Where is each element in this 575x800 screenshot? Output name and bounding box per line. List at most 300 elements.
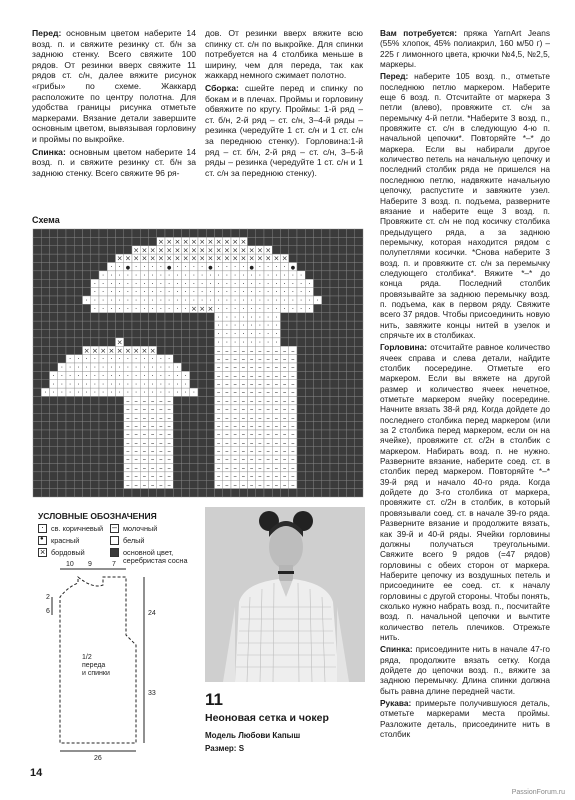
chart-symbol: · (85, 388, 88, 397)
chart-cell (198, 321, 206, 329)
chart-cell (74, 397, 82, 405)
chart-cell (355, 472, 363, 480)
chart-cell (91, 405, 99, 413)
chart-symbol: – (249, 371, 254, 380)
chart-cell (190, 464, 198, 472)
chart-cell (50, 246, 58, 254)
chart-symbol: · (234, 321, 237, 330)
chart-cell (91, 472, 99, 480)
chart-symbol: – (282, 363, 287, 372)
chart-cell (305, 422, 313, 430)
chart-cell (322, 271, 330, 279)
chart-cell (58, 313, 66, 321)
chart-cell (239, 489, 247, 497)
chart-symbol: – (142, 480, 147, 489)
chart-cell (305, 397, 313, 405)
chart-symbol: · (242, 263, 245, 272)
chart-symbol: × (265, 246, 272, 255)
chart-symbol: · (126, 288, 129, 297)
chart-symbol: – (233, 464, 237, 473)
jacquard-chart (33, 229, 363, 497)
chart-cell (330, 338, 338, 346)
chart-cell (50, 430, 58, 438)
chart-symbol: · (126, 355, 129, 364)
chart-symbol: · (135, 304, 138, 313)
chart-cell (116, 447, 124, 455)
chart-symbol: × (133, 246, 140, 255)
chart-cell (355, 438, 363, 446)
chart-cell (322, 480, 330, 488)
chart-cell (190, 405, 198, 413)
chart-cell (239, 229, 247, 237)
chart-symbol: ● (208, 265, 213, 272)
chart-cell (198, 422, 206, 430)
chart-cell (74, 489, 82, 497)
chart-symbol: – (225, 438, 229, 447)
chart-cell (347, 472, 355, 480)
chart-cell (58, 397, 66, 405)
chart-symbol: – (258, 464, 262, 473)
chart-symbol: – (159, 480, 163, 489)
chart-symbol: × (240, 254, 247, 263)
chart-symbol: – (249, 447, 254, 456)
chart-symbol: – (241, 447, 246, 456)
chart-cell (347, 447, 355, 455)
chart-cell (116, 430, 124, 438)
chart-symbol: · (176, 304, 179, 313)
chart-symbol: · (135, 380, 138, 389)
chart-symbol: – (241, 371, 246, 380)
chart-cell (107, 480, 115, 488)
chart-cell (355, 246, 363, 254)
chart-cell (124, 237, 132, 245)
chart-symbol: · (102, 380, 105, 389)
chart-symbol: · (300, 279, 303, 288)
chart-cell (355, 380, 363, 388)
chart-symbol: – (241, 480, 246, 489)
chart-symbol: · (201, 263, 204, 272)
chart-cell (322, 304, 330, 312)
chart-symbol: · (267, 288, 270, 297)
chart-cell (281, 330, 289, 338)
chart-cell (107, 464, 115, 472)
chart-cell (338, 464, 346, 472)
chart-cell (91, 338, 99, 346)
chart-cell (190, 472, 198, 480)
back-text: основным цветом наберите 14 возд. п. и свяжите резинку ст. б/н за заднюю стенку. Всего свяжите 96 ря- (32, 146, 196, 178)
chart-cell (50, 254, 58, 262)
chart-cell (248, 229, 256, 237)
chart-symbol: × (223, 246, 230, 255)
chart-cell (314, 346, 322, 354)
chart-symbol: – (274, 355, 279, 364)
chart-symbol: · (77, 355, 80, 364)
chart-cell (41, 229, 49, 237)
chart-symbol: · (201, 296, 204, 305)
chart-cell (305, 480, 313, 488)
chart-symbol: · (192, 288, 195, 297)
chart-cell (58, 304, 66, 312)
chart-cell (83, 472, 91, 480)
chart-symbol: × (166, 237, 173, 246)
chart-cell (256, 237, 264, 245)
chart-symbol: – (282, 464, 287, 473)
chart-cell (149, 237, 157, 245)
chart-cell (173, 430, 181, 438)
chart-symbol: – (249, 363, 254, 372)
chart-cell (41, 330, 49, 338)
chart-cell (33, 371, 41, 379)
chart-symbol: – (258, 405, 262, 414)
chart-symbol: – (249, 405, 254, 414)
chart-cell (190, 330, 198, 338)
chart-cell (305, 464, 313, 472)
chart-symbol: · (192, 388, 195, 397)
chart-symbol: – (233, 397, 237, 406)
chart-cell (41, 422, 49, 430)
chart-cell (99, 330, 107, 338)
chart-symbol: – (126, 455, 130, 464)
chart-cell (190, 229, 198, 237)
chart-symbol: ● (125, 265, 131, 272)
chart-symbol: · (85, 363, 88, 372)
chart-symbol: · (102, 279, 105, 288)
chart-symbol: – (282, 455, 287, 464)
chart-cell (33, 472, 41, 480)
chart-symbol: – (241, 355, 246, 364)
chart-cell (182, 229, 190, 237)
chart-cell (330, 263, 338, 271)
chart-cell (182, 330, 190, 338)
chart-symbol: – (266, 388, 270, 397)
chart-symbol: – (225, 371, 229, 380)
chart-cell (99, 254, 107, 262)
chart-cell (297, 237, 305, 245)
chart-cell (83, 489, 91, 497)
chart-cell (74, 229, 82, 237)
chart-cell (355, 422, 363, 430)
chart-cell (347, 480, 355, 488)
chart-cell (190, 321, 198, 329)
chart-cell (50, 438, 58, 446)
chart-symbol: · (93, 355, 96, 364)
chart-cell (83, 447, 91, 455)
chart-cell (347, 380, 355, 388)
chart-symbol: × (256, 246, 263, 255)
chart-cell (322, 237, 330, 245)
chart-cell (58, 430, 66, 438)
chart-cell (347, 363, 355, 371)
chart-symbol: – (282, 405, 287, 414)
chart-cell (50, 363, 58, 371)
chart-cell (91, 229, 99, 237)
chart-symbol: · (143, 363, 146, 372)
chart-symbol: – (274, 472, 279, 481)
chart-symbol: – (282, 397, 287, 406)
chart-symbol: · (250, 321, 253, 330)
chart-symbol: – (126, 430, 130, 439)
chart-cell (83, 229, 91, 237)
chart-symbol: × (116, 346, 123, 355)
chart-cell (248, 237, 256, 245)
chart-symbol: · (225, 313, 228, 322)
chart-symbol: · (267, 304, 270, 313)
chart-cell (272, 246, 280, 254)
chart-cell (305, 229, 313, 237)
chart-cell (41, 254, 49, 262)
chart-cell (206, 472, 214, 480)
chart-cell (182, 489, 190, 497)
chart-cell (107, 254, 115, 262)
chart-symbol: – (258, 422, 262, 431)
chart-cell (149, 321, 157, 329)
pattern-caption-3: и спинки (82, 670, 110, 677)
chart-symbol: – (291, 455, 295, 464)
chart-symbol: · (151, 371, 154, 380)
chart-cell (338, 296, 346, 304)
chart-cell (41, 321, 49, 329)
chart-symbol: – (233, 430, 237, 439)
chart-cell (190, 422, 198, 430)
chart-symbol: – (266, 447, 270, 456)
chart-symbol: – (167, 464, 171, 473)
chart-symbol: × (190, 304, 197, 313)
chart-cell (322, 413, 330, 421)
chart-cell (74, 279, 82, 287)
chart-cell (58, 263, 66, 271)
chart-cell (116, 237, 124, 245)
chart-symbol: × (166, 246, 173, 255)
chart-cell (338, 405, 346, 413)
chart-cell (50, 321, 58, 329)
chart-symbol: – (233, 405, 237, 414)
chart-cell (50, 304, 58, 312)
chart-cell (322, 405, 330, 413)
chart-cell (50, 480, 58, 488)
chart-symbol: · (316, 296, 319, 305)
chart-symbol: · (126, 296, 129, 305)
chart-cell (50, 413, 58, 421)
chart-cell (355, 447, 363, 455)
chart-cell (66, 254, 74, 262)
chart-cell (83, 455, 91, 463)
chart-cell (338, 363, 346, 371)
chart-cell (173, 397, 181, 405)
chart-cell (41, 405, 49, 413)
chart-symbol: · (275, 313, 278, 322)
chart-symbol: – (167, 397, 171, 406)
legend-swatch-burgundy: × (40, 547, 46, 557)
chart-cell (107, 237, 115, 245)
chart-cell (165, 330, 173, 338)
chart-symbol: – (258, 480, 262, 489)
chart-cell (66, 346, 74, 354)
chart-symbol: – (266, 464, 270, 473)
chart-symbol: – (241, 430, 246, 439)
site-watermark: PassionForum.ru (511, 789, 565, 796)
chart-cell (74, 472, 82, 480)
chart-cell (50, 489, 58, 497)
chart-cell (107, 413, 115, 421)
chart-symbol: · (234, 313, 237, 322)
chart-symbol: · (93, 279, 96, 288)
chart-symbol: – (167, 447, 171, 456)
chart-cell (116, 472, 124, 480)
chart-cell (66, 304, 74, 312)
chart-symbol: – (167, 480, 171, 489)
chart-cell (322, 430, 330, 438)
chart-symbol: · (217, 271, 220, 280)
chart-cell (173, 321, 181, 329)
chart-symbol: × (240, 237, 247, 246)
chart-symbol: · (159, 380, 162, 389)
chart-cell (58, 472, 66, 480)
chart-cell (74, 263, 82, 271)
chart-cell (330, 279, 338, 287)
chart-cell (165, 229, 173, 237)
chart-cell (58, 246, 66, 254)
chart-symbol: – (134, 480, 138, 489)
chart-cell (83, 397, 91, 405)
chart-symbol: × (174, 246, 181, 255)
chart-cell (355, 263, 363, 271)
chart-symbol: × (232, 246, 239, 255)
chart-symbol: · (217, 338, 220, 347)
chart-cell (355, 489, 363, 497)
chart-symbol: · (242, 288, 245, 297)
chart-symbol: · (143, 263, 146, 272)
chart-cell (206, 464, 214, 472)
model-author: Модель Любови Капыш (205, 731, 301, 740)
chart-cell (198, 346, 206, 354)
chart-cell (58, 489, 66, 497)
chart-symbol: – (150, 455, 155, 464)
chart-cell (41, 371, 49, 379)
chart-cell (41, 237, 49, 245)
chart-symbol: · (110, 371, 113, 380)
chart-cell (281, 229, 289, 237)
chart-cell (198, 480, 206, 488)
chart-symbol: – (274, 397, 279, 406)
chart-cell (124, 489, 132, 497)
chart-symbol: – (142, 422, 147, 431)
chart-cell (198, 338, 206, 346)
chart-cell (231, 489, 239, 497)
chart-cell (338, 313, 346, 321)
chart-cell (190, 363, 198, 371)
chart-cell (330, 296, 338, 304)
chart-symbol: – (291, 405, 295, 414)
legend-title: УСЛОВНЫЕ ОБОЗНАЧЕНИЯ (38, 511, 157, 521)
chart-symbol: – (150, 397, 155, 406)
chart-cell (116, 464, 124, 472)
chart-cell (66, 321, 74, 329)
chart-symbol: · (102, 371, 105, 380)
pattern-caption-2: переда (82, 662, 106, 669)
chart-cell (33, 405, 41, 413)
chart-cell (83, 263, 91, 271)
sleeve-heading: Рукава: (380, 698, 412, 708)
chart-cell (305, 363, 313, 371)
chart-symbol: – (167, 455, 171, 464)
chart-symbol: – (142, 438, 147, 447)
chart-cell (33, 321, 41, 329)
chart-cell (289, 330, 297, 338)
chart-symbol: – (225, 388, 229, 397)
chart-cell (314, 397, 322, 405)
chart-cell (58, 447, 66, 455)
chart-cell (74, 304, 82, 312)
chart-cell (41, 380, 49, 388)
chart-cell (338, 254, 346, 262)
chart-cell (338, 355, 346, 363)
chart-symbol: · (110, 380, 113, 389)
chart-cell (33, 330, 41, 338)
chart-cell (206, 413, 214, 421)
chart-symbol: – (225, 413, 229, 422)
chart-cell (91, 489, 99, 497)
dim-top-3: 7 (112, 561, 116, 568)
chart-cell (264, 229, 272, 237)
chart-cell (338, 246, 346, 254)
chart-cell (83, 304, 91, 312)
chart-cell (330, 489, 338, 497)
chart-symbol: · (159, 304, 162, 313)
chart-symbol: × (190, 237, 197, 246)
chart-symbol: · (267, 263, 270, 272)
chart-symbol: · (151, 288, 154, 297)
chart-cell (297, 438, 305, 446)
chart-symbol: – (282, 380, 287, 389)
chart-cell (99, 229, 107, 237)
chart-cell (281, 321, 289, 329)
chart-symbol: – (225, 355, 229, 364)
chart-symbol: · (176, 363, 179, 372)
chart-cell (74, 313, 82, 321)
chart-symbol: · (258, 279, 261, 288)
chart-cell (338, 397, 346, 405)
chart-cell (206, 388, 214, 396)
chart-symbol: · (60, 371, 63, 380)
chart-cell (347, 254, 355, 262)
chart-symbol: – (274, 430, 279, 439)
chart-cell (182, 422, 190, 430)
chart-symbol: – (274, 413, 279, 422)
chart-cell (330, 355, 338, 363)
chart-cell (322, 279, 330, 287)
chart-symbol: × (100, 346, 107, 355)
chart-cell (41, 246, 49, 254)
chart-symbol: – (134, 405, 138, 414)
chart-symbol: · (110, 304, 113, 313)
chart-symbol: · (159, 279, 162, 288)
chart-symbol: – (249, 472, 254, 481)
chart-cell (297, 397, 305, 405)
chart-cell (305, 489, 313, 497)
chart-symbol: – (233, 472, 237, 481)
chart-cell (33, 271, 41, 279)
chart-cell (338, 346, 346, 354)
chart-symbol: · (118, 288, 121, 297)
chart-symbol: – (266, 346, 270, 355)
chart-symbol: · (275, 271, 278, 280)
chart-cell (198, 397, 206, 405)
chart-symbol: – (225, 472, 229, 481)
chart-cell (355, 430, 363, 438)
chart-cell (347, 246, 355, 254)
chart-symbol: · (110, 263, 113, 272)
chart-symbol: · (300, 304, 303, 313)
